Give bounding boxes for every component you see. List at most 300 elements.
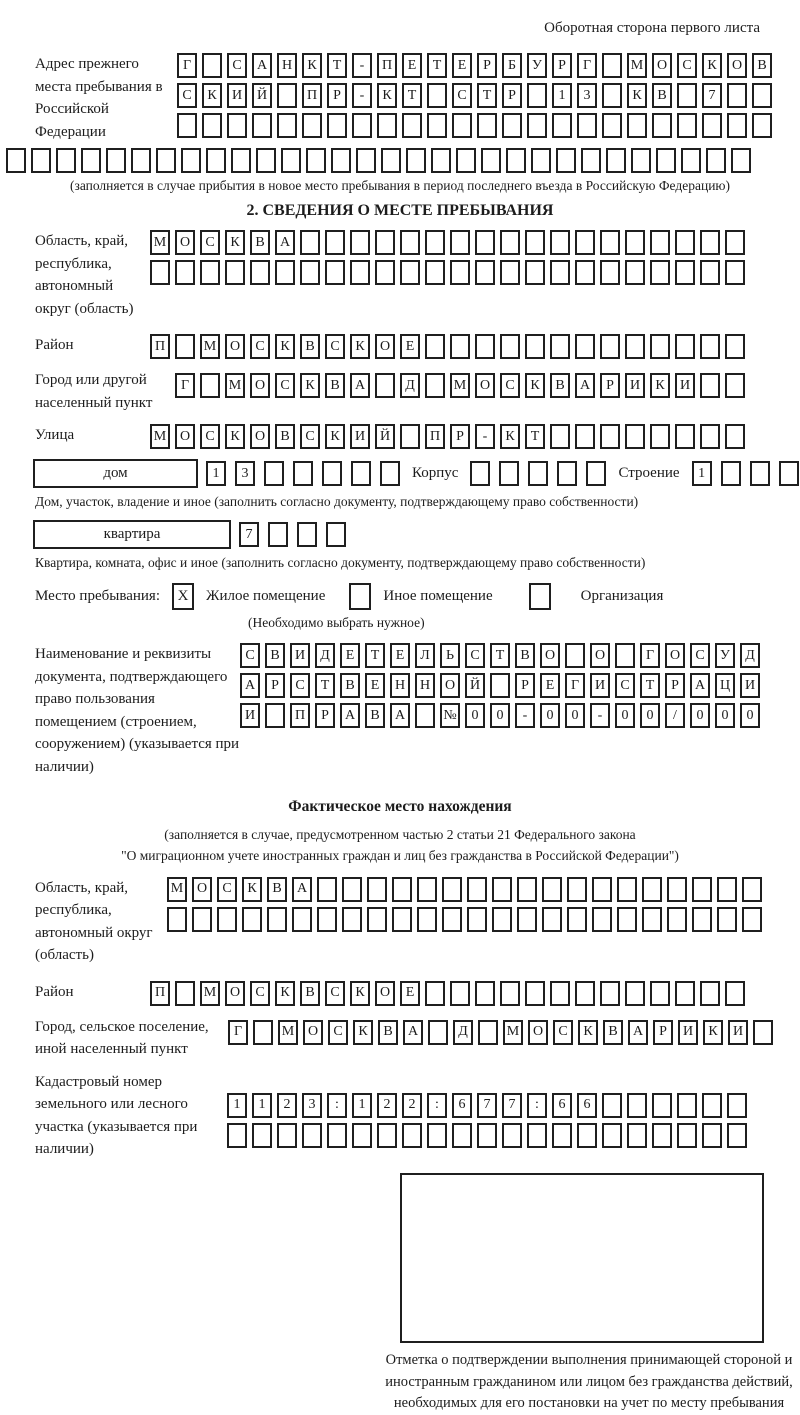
char-box[interactable]: С <box>553 1020 573 1045</box>
char-box[interactable]: О <box>303 1020 323 1045</box>
char-box[interactable] <box>317 907 337 932</box>
char-box[interactable]: Т <box>327 53 347 78</box>
char-box[interactable] <box>256 148 276 173</box>
char-box[interactable] <box>675 230 695 255</box>
char-box[interactable]: С <box>465 643 485 668</box>
char-box[interactable] <box>292 907 312 932</box>
char-box[interactable] <box>577 113 597 138</box>
char-box[interactable]: Е <box>540 673 560 698</box>
char-box[interactable] <box>351 461 371 486</box>
char-box[interactable] <box>725 230 745 255</box>
char-box[interactable]: Т <box>365 643 385 668</box>
char-box[interactable]: А <box>240 673 260 698</box>
char-box[interactable] <box>400 424 420 449</box>
char-box[interactable] <box>352 1123 372 1148</box>
char-box[interactable] <box>567 907 587 932</box>
char-box[interactable] <box>428 1020 448 1045</box>
char-box[interactable]: Г <box>228 1020 248 1045</box>
char-box[interactable]: Т <box>315 673 335 698</box>
char-box[interactable] <box>642 907 662 932</box>
char-box[interactable] <box>506 148 526 173</box>
char-box[interactable] <box>467 877 487 902</box>
char-box[interactable] <box>392 907 412 932</box>
char-box[interactable]: Й <box>465 673 485 698</box>
char-box[interactable] <box>527 113 547 138</box>
char-box[interactable]: П <box>150 981 170 1006</box>
char-box[interactable]: А <box>690 673 710 698</box>
char-box[interactable] <box>425 373 445 398</box>
char-box[interactable]: 7 <box>477 1093 497 1118</box>
char-box[interactable] <box>550 260 570 285</box>
char-box[interactable]: Е <box>402 53 422 78</box>
char-box[interactable] <box>268 522 288 547</box>
char-box[interactable]: С <box>240 643 260 668</box>
char-box[interactable] <box>731 148 751 173</box>
char-box[interactable] <box>375 373 395 398</box>
char-box[interactable] <box>450 260 470 285</box>
char-box[interactable]: 0 <box>465 703 485 728</box>
char-box[interactable]: К <box>703 1020 723 1045</box>
char-box[interactable]: 0 <box>490 703 510 728</box>
char-box[interactable] <box>175 334 195 359</box>
char-box[interactable] <box>700 373 720 398</box>
char-box[interactable] <box>252 1123 272 1148</box>
char-box[interactable]: С <box>328 1020 348 1045</box>
char-box[interactable]: А <box>390 703 410 728</box>
char-box[interactable]: Е <box>365 673 385 698</box>
char-box[interactable]: Р <box>653 1020 673 1045</box>
char-box[interactable] <box>717 907 737 932</box>
char-box[interactable] <box>625 424 645 449</box>
char-box[interactable]: В <box>550 373 570 398</box>
char-box[interactable] <box>500 334 520 359</box>
char-box[interactable]: Р <box>265 673 285 698</box>
char-box[interactable] <box>677 1093 697 1118</box>
char-box[interactable]: Ц <box>715 673 735 698</box>
char-box[interactable] <box>177 113 197 138</box>
char-box[interactable]: В <box>267 877 287 902</box>
char-box[interactable]: С <box>227 53 247 78</box>
char-box[interactable] <box>779 461 799 486</box>
char-box[interactable] <box>753 1020 773 1045</box>
char-box[interactable]: М <box>150 230 170 255</box>
char-box[interactable]: : <box>527 1093 547 1118</box>
char-box[interactable]: С <box>217 877 237 902</box>
char-box[interactable] <box>725 424 745 449</box>
char-box[interactable]: 0 <box>690 703 710 728</box>
char-box[interactable]: 1 <box>206 461 226 486</box>
char-box[interactable]: 2 <box>377 1093 397 1118</box>
char-box[interactable] <box>627 1093 647 1118</box>
char-box[interactable] <box>550 334 570 359</box>
char-box[interactable] <box>581 148 601 173</box>
char-box[interactable] <box>517 877 537 902</box>
char-box[interactable]: О <box>375 334 395 359</box>
char-box[interactable] <box>725 373 745 398</box>
char-box[interactable] <box>300 230 320 255</box>
char-box[interactable] <box>181 148 201 173</box>
char-box[interactable]: В <box>365 703 385 728</box>
char-box[interactable]: К <box>578 1020 598 1045</box>
char-box[interactable]: Т <box>640 673 660 698</box>
char-box[interactable]: В <box>752 53 772 78</box>
char-box[interactable]: С <box>690 643 710 668</box>
char-box[interactable]: 3 <box>302 1093 322 1118</box>
char-box[interactable] <box>175 260 195 285</box>
char-box[interactable]: А <box>252 53 272 78</box>
char-box[interactable] <box>326 522 346 547</box>
char-box[interactable] <box>631 148 651 173</box>
char-box[interactable]: 0 <box>615 703 635 728</box>
char-box[interactable] <box>742 877 762 902</box>
char-box[interactable]: 1 <box>352 1093 372 1118</box>
char-box[interactable]: В <box>325 373 345 398</box>
char-box[interactable] <box>677 113 697 138</box>
char-box[interactable]: К <box>275 981 295 1006</box>
char-box[interactable]: В <box>275 424 295 449</box>
char-box[interactable] <box>499 461 519 486</box>
char-box[interactable]: Р <box>450 424 470 449</box>
char-box[interactable]: К <box>525 373 545 398</box>
char-box[interactable]: К <box>302 53 322 78</box>
char-box[interactable] <box>652 1123 672 1148</box>
char-box[interactable] <box>450 230 470 255</box>
char-box[interactable]: Д <box>740 643 760 668</box>
char-box[interactable] <box>81 148 101 173</box>
char-box[interactable] <box>575 424 595 449</box>
char-box[interactable] <box>517 907 537 932</box>
char-box[interactable] <box>681 148 701 173</box>
char-box[interactable] <box>350 260 370 285</box>
char-box[interactable]: 0 <box>540 703 560 728</box>
char-box[interactable] <box>565 643 585 668</box>
char-box[interactable]: Н <box>390 673 410 698</box>
char-box[interactable] <box>425 334 445 359</box>
char-box[interactable]: С <box>200 424 220 449</box>
char-box[interactable]: К <box>500 424 520 449</box>
char-box[interactable]: К <box>275 334 295 359</box>
char-box[interactable] <box>492 877 512 902</box>
char-box[interactable] <box>380 461 400 486</box>
char-box[interactable]: В <box>340 673 360 698</box>
char-box[interactable] <box>131 148 151 173</box>
char-box[interactable] <box>377 1123 397 1148</box>
char-box[interactable] <box>431 148 451 173</box>
char-box[interactable] <box>425 981 445 1006</box>
char-box[interactable] <box>652 113 672 138</box>
char-box[interactable] <box>602 113 622 138</box>
char-box[interactable]: О <box>727 53 747 78</box>
char-box[interactable]: В <box>250 230 270 255</box>
char-box[interactable] <box>542 907 562 932</box>
char-box[interactable]: Н <box>277 53 297 78</box>
char-box[interactable] <box>217 907 237 932</box>
char-box[interactable] <box>527 1123 547 1148</box>
char-box[interactable]: Р <box>515 673 535 698</box>
char-box[interactable] <box>675 981 695 1006</box>
char-box[interactable] <box>331 148 351 173</box>
char-box[interactable]: И <box>728 1020 748 1045</box>
char-box[interactable] <box>427 113 447 138</box>
char-box[interactable] <box>702 113 722 138</box>
char-box[interactable] <box>450 981 470 1006</box>
char-box[interactable]: О <box>250 424 270 449</box>
char-box[interactable]: М <box>503 1020 523 1045</box>
char-box[interactable] <box>602 1123 622 1148</box>
char-box[interactable] <box>281 148 301 173</box>
char-box[interactable]: М <box>150 424 170 449</box>
char-box[interactable]: 6 <box>577 1093 597 1118</box>
char-box[interactable] <box>677 1123 697 1148</box>
char-box[interactable]: 1 <box>692 461 712 486</box>
char-box[interactable] <box>277 1123 297 1148</box>
char-box[interactable] <box>692 907 712 932</box>
char-box[interactable] <box>442 907 462 932</box>
char-box[interactable] <box>392 877 412 902</box>
char-box[interactable]: О <box>192 877 212 902</box>
char-box[interactable] <box>721 461 741 486</box>
char-box[interactable] <box>500 260 520 285</box>
char-box[interactable]: Г <box>177 53 197 78</box>
char-box[interactable] <box>600 424 620 449</box>
char-box[interactable]: К <box>377 83 397 108</box>
char-box[interactable] <box>575 981 595 1006</box>
char-box[interactable] <box>675 334 695 359</box>
char-box[interactable]: П <box>302 83 322 108</box>
char-box[interactable]: С <box>275 373 295 398</box>
char-box[interactable] <box>302 1123 322 1148</box>
char-box[interactable]: Г <box>175 373 195 398</box>
char-box[interactable]: 3 <box>577 83 597 108</box>
char-box[interactable]: 0 <box>640 703 660 728</box>
char-box[interactable] <box>477 113 497 138</box>
char-box[interactable] <box>652 1093 672 1118</box>
char-box[interactable] <box>617 907 637 932</box>
char-box[interactable] <box>702 1093 722 1118</box>
char-box[interactable] <box>475 334 495 359</box>
char-box[interactable] <box>402 1123 422 1148</box>
char-box[interactable]: А <box>350 373 370 398</box>
char-box[interactable] <box>478 1020 498 1045</box>
char-box[interactable] <box>425 230 445 255</box>
char-box[interactable]: 1 <box>552 83 572 108</box>
char-box[interactable] <box>427 1123 447 1148</box>
char-box[interactable]: - <box>475 424 495 449</box>
char-box[interactable] <box>602 53 622 78</box>
char-box[interactable]: О <box>528 1020 548 1045</box>
char-box[interactable] <box>350 230 370 255</box>
char-box[interactable] <box>700 424 720 449</box>
char-box[interactable] <box>625 230 645 255</box>
char-box[interactable] <box>552 113 572 138</box>
char-box[interactable]: А <box>628 1020 648 1045</box>
char-box[interactable] <box>625 334 645 359</box>
char-box[interactable]: Р <box>315 703 335 728</box>
char-box[interactable]: С <box>452 83 472 108</box>
char-box[interactable] <box>167 907 187 932</box>
char-box[interactable]: - <box>590 703 610 728</box>
char-box[interactable] <box>417 877 437 902</box>
char-box[interactable] <box>297 522 317 547</box>
char-box[interactable] <box>627 113 647 138</box>
char-box[interactable]: К <box>650 373 670 398</box>
char-box[interactable] <box>56 148 76 173</box>
char-box[interactable] <box>417 907 437 932</box>
checkbox-inoe[interactable] <box>349 583 371 610</box>
char-box[interactable] <box>502 113 522 138</box>
char-box[interactable] <box>406 148 426 173</box>
char-box[interactable]: В <box>378 1020 398 1045</box>
char-box[interactable]: Т <box>402 83 422 108</box>
char-box[interactable] <box>6 148 26 173</box>
char-box[interactable] <box>567 877 587 902</box>
char-box[interactable]: О <box>175 230 195 255</box>
char-box[interactable]: С <box>677 53 697 78</box>
char-box[interactable] <box>531 148 551 173</box>
char-box[interactable]: О <box>475 373 495 398</box>
char-box[interactable]: Е <box>400 334 420 359</box>
char-box[interactable] <box>327 113 347 138</box>
char-box[interactable] <box>550 981 570 1006</box>
char-box[interactable]: К <box>702 53 722 78</box>
char-box[interactable]: К <box>350 981 370 1006</box>
char-box[interactable] <box>600 230 620 255</box>
char-box[interactable] <box>742 907 762 932</box>
char-box[interactable] <box>377 113 397 138</box>
char-box[interactable]: О <box>440 673 460 698</box>
char-box[interactable] <box>550 230 570 255</box>
char-box[interactable] <box>625 981 645 1006</box>
char-box[interactable]: 7 <box>702 83 722 108</box>
char-box[interactable] <box>456 148 476 173</box>
char-box[interactable]: М <box>450 373 470 398</box>
char-box[interactable] <box>492 907 512 932</box>
char-box[interactable]: С <box>325 981 345 1006</box>
char-box[interactable]: М <box>167 877 187 902</box>
char-box[interactable]: Ь <box>440 643 460 668</box>
char-box[interactable]: - <box>352 83 372 108</box>
char-box[interactable]: П <box>377 53 397 78</box>
char-box[interactable]: 0 <box>715 703 735 728</box>
char-box[interactable] <box>725 260 745 285</box>
char-box[interactable] <box>293 461 313 486</box>
char-box[interactable] <box>600 981 620 1006</box>
char-box[interactable] <box>450 334 470 359</box>
char-box[interactable]: С <box>200 230 220 255</box>
char-box[interactable] <box>617 877 637 902</box>
char-box[interactable]: Р <box>327 83 347 108</box>
char-box[interactable]: С <box>615 673 635 698</box>
char-box[interactable] <box>367 907 387 932</box>
char-box[interactable]: С <box>500 373 520 398</box>
char-box[interactable] <box>627 1123 647 1148</box>
char-box[interactable]: 6 <box>552 1093 572 1118</box>
char-box[interactable]: К <box>242 877 262 902</box>
char-box[interactable]: 2 <box>402 1093 422 1118</box>
char-box[interactable] <box>700 981 720 1006</box>
char-box[interactable]: / <box>665 703 685 728</box>
char-box[interactable] <box>242 907 262 932</box>
char-box[interactable] <box>300 260 320 285</box>
char-box[interactable]: 0 <box>740 703 760 728</box>
char-box[interactable]: К <box>350 334 370 359</box>
char-box[interactable]: О <box>225 981 245 1006</box>
char-box[interactable] <box>327 1123 347 1148</box>
char-box[interactable] <box>656 148 676 173</box>
char-box[interactable]: В <box>652 83 672 108</box>
char-box[interactable]: О <box>590 643 610 668</box>
char-box[interactable] <box>352 113 372 138</box>
char-box[interactable] <box>277 83 297 108</box>
char-box[interactable]: М <box>627 53 647 78</box>
char-box[interactable] <box>528 461 548 486</box>
char-box[interactable]: И <box>678 1020 698 1045</box>
char-box[interactable] <box>615 643 635 668</box>
char-box[interactable] <box>264 461 284 486</box>
char-box[interactable]: К <box>627 83 647 108</box>
char-box[interactable] <box>106 148 126 173</box>
char-box[interactable] <box>556 148 576 173</box>
char-box[interactable]: А <box>575 373 595 398</box>
char-box[interactable]: Е <box>452 53 472 78</box>
char-box[interactable] <box>667 877 687 902</box>
char-box[interactable]: Р <box>477 53 497 78</box>
char-box[interactable] <box>267 907 287 932</box>
char-box[interactable]: С <box>250 334 270 359</box>
char-box[interactable]: С <box>250 981 270 1006</box>
char-box[interactable]: В <box>265 643 285 668</box>
char-box[interactable] <box>202 53 222 78</box>
char-box[interactable] <box>702 1123 722 1148</box>
char-box[interactable]: К <box>353 1020 373 1045</box>
char-box[interactable] <box>302 113 322 138</box>
char-box[interactable] <box>727 113 747 138</box>
char-box[interactable] <box>525 260 545 285</box>
char-box[interactable] <box>677 83 697 108</box>
char-box[interactable] <box>675 424 695 449</box>
char-box[interactable]: Г <box>640 643 660 668</box>
char-box[interactable] <box>542 877 562 902</box>
char-box[interactable] <box>475 260 495 285</box>
char-box[interactable]: П <box>425 424 445 449</box>
char-box[interactable] <box>602 83 622 108</box>
char-box[interactable]: - <box>515 703 535 728</box>
char-box[interactable] <box>481 148 501 173</box>
char-box[interactable]: Р <box>502 83 522 108</box>
char-box[interactable] <box>175 981 195 1006</box>
char-box[interactable]: И <box>350 424 370 449</box>
char-box[interactable] <box>356 148 376 173</box>
char-box[interactable]: Г <box>577 53 597 78</box>
char-box[interactable]: О <box>250 373 270 398</box>
char-box[interactable] <box>325 260 345 285</box>
char-box[interactable] <box>31 148 51 173</box>
char-box[interactable]: А <box>292 877 312 902</box>
char-box[interactable] <box>592 907 612 932</box>
char-box[interactable] <box>650 424 670 449</box>
char-box[interactable] <box>692 877 712 902</box>
char-box[interactable]: И <box>675 373 695 398</box>
char-box[interactable] <box>265 703 285 728</box>
char-box[interactable]: В <box>300 981 320 1006</box>
char-box[interactable]: Д <box>315 643 335 668</box>
char-box[interactable] <box>452 1123 472 1148</box>
char-box[interactable] <box>725 334 745 359</box>
char-box[interactable] <box>525 981 545 1006</box>
char-box[interactable] <box>477 1123 497 1148</box>
char-box[interactable]: Р <box>552 53 572 78</box>
char-box[interactable] <box>592 877 612 902</box>
